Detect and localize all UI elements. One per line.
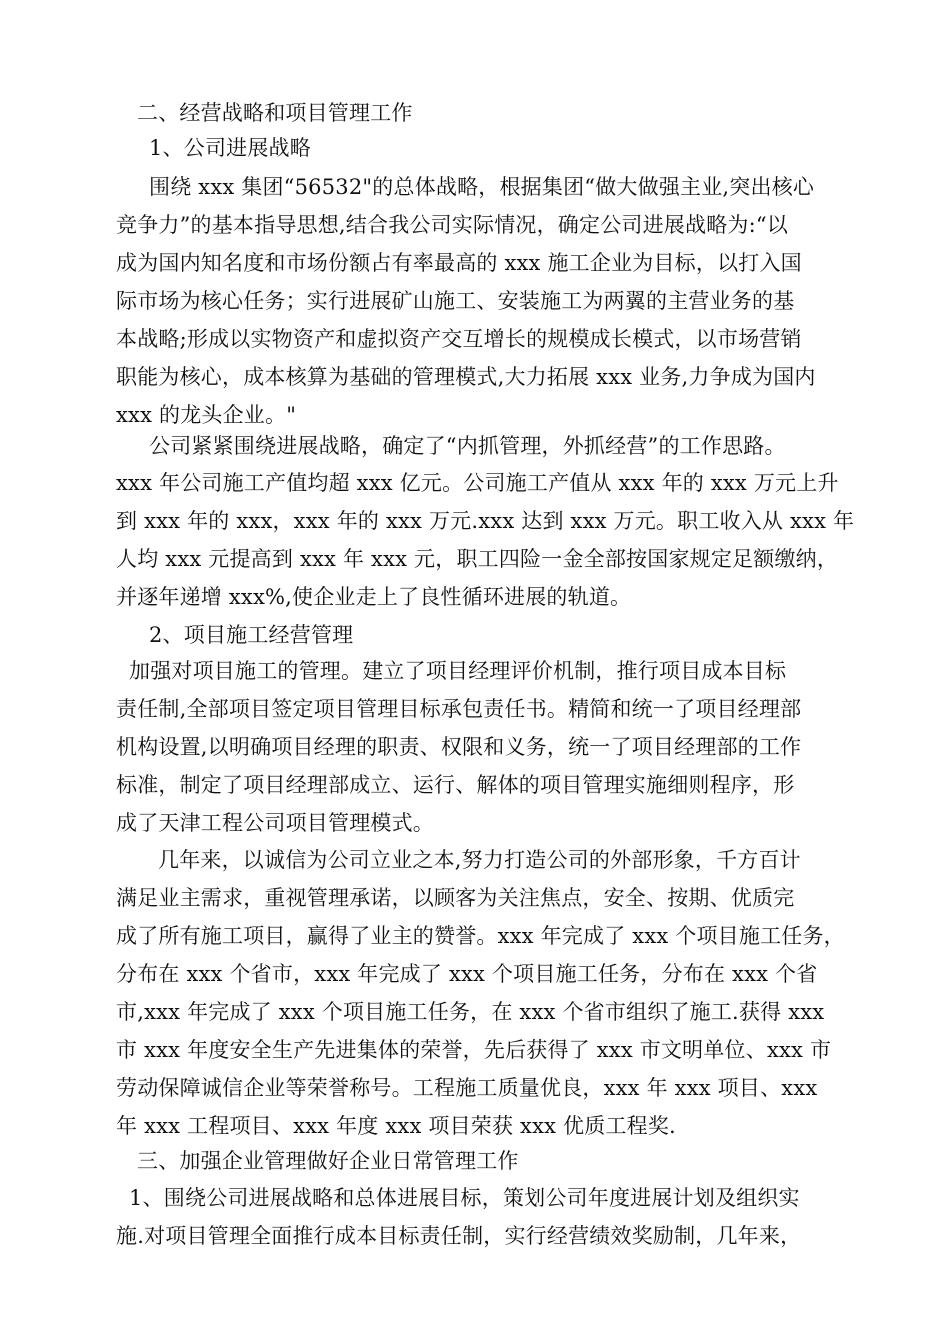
paragraph-line: 本战略;形成以实物资产和虚拟资产交互增长的规模成长模式，以市场营销	[116, 327, 802, 351]
paragraph-line: 成为国内知名度和市场份额占有率最高的 xxx 施工企业为目标，以打入国	[116, 251, 802, 275]
paragraph-line: 责任制,全部项目签定项目管理目标承包责任书。精简和统一了项目经理部	[116, 697, 802, 721]
paragraph-line: 成了所有施工项目，赢得了业主的赞誉。xxx 年完成了 xxx 个项目施工任务，	[116, 924, 845, 948]
paragraph-line: 几年来，以诚信为公司立业之本,努力打造公司的外部形象，千方百计	[158, 848, 801, 872]
subsection-heading: 2、项目施工经营管理	[149, 623, 354, 647]
paragraph-line: 机构设置,以明确项目经理的职责、权限和义务，统一了项目经理部的工作	[116, 735, 802, 759]
paragraph-line: 加强对项目施工的管理。建立了项目经理评价机制，推行项目成本目标	[129, 659, 787, 683]
paragraph-line: 市,xxx 年完成了 xxx 个项目施工任务，在 xxx 个省市组织了施工.获得 xxx	[116, 1000, 825, 1024]
paragraph-line: 成了天津工程公司项目管理模式。	[116, 811, 434, 835]
paragraph-line: 到 xxx 年的 xxx，xxx 年的 xxx 万元.xxx 达到 xxx 万元。职工收入从 xxx 年	[116, 509, 855, 533]
paragraph-line: 际市场为核心任务；实行进展矿山施工、安装施工为两翼的主营业务的基	[116, 289, 795, 313]
paragraph-line: xxx 的龙头企业。"	[116, 403, 297, 427]
paragraph-line: 年 xxx 工程项目、xxx 年度 xxx 项目荣获 xxx 优质工程奖.	[116, 1114, 676, 1138]
paragraph-line: 满足业主需求，重视管理承诺，以顾客为关注焦点，安全、按期、优质完	[116, 886, 795, 910]
paragraph-line: 并逐年递增 xxx%,使企业走上了良性循环进展的轨道。	[116, 585, 632, 609]
paragraph-line: 1、围绕公司进展战略和总体进展目标，策划公司年度进展计划及组织实	[129, 1186, 800, 1210]
paragraph-line: 人均 xxx 元提高到 xxx 年 xxx 元，职工四险一金全部按国家规定足额缴纳，	[116, 547, 839, 571]
paragraph-line: 围绕 xxx 集团“56532"的总体战略，根据集团“做大做强主业,突出核心	[149, 175, 815, 199]
paragraph-line: 施.对项目管理全面推行成本目标责任制，实行经营绩效奖励制，几年来，	[116, 1224, 802, 1248]
paragraph-line: xxx 年公司施工产值均超 xxx 亿元。公司施工产值从 xxx 年的 xxx 万元上升	[116, 471, 839, 495]
subsection-heading: 1、公司进展战略	[149, 136, 311, 160]
paragraph-line: 公司紧紧围绕进展战略，确定了“内抓管理，外抓经营”的工作思路。	[149, 434, 786, 458]
paragraph-line: 分布在 xxx 个省市，xxx 年完成了 xxx 个项目施工任务，分布在 xxx 个省	[116, 962, 818, 986]
section-heading: 二、经营战略和项目管理工作	[137, 101, 413, 125]
paragraph-line: 职能为核心，成本核算为基础的管理模式,大力拓展 xxx 业务,力争成为国内	[116, 365, 816, 389]
paragraph-line: 竞争力”的基本指导思想,结合我公司实际情况，确定公司进展战略为:“以	[116, 213, 789, 237]
paragraph-line: 市 xxx 年度安全生产先进集体的荣誉，先后获得了 xxx 市文明单位、xxx 市	[116, 1038, 832, 1062]
paragraph-line: 标准，制定了项目经理部成立、运行、解体的项目管理实施细则程序，形	[116, 773, 795, 797]
paragraph-line: 劳动保障诚信企业等荣誉称号。工程施工质量优良，xxx 年 xxx 项目、xxx	[116, 1076, 818, 1100]
section-heading: 三、加强企业管理做好企业日常管理工作	[137, 1149, 519, 1173]
